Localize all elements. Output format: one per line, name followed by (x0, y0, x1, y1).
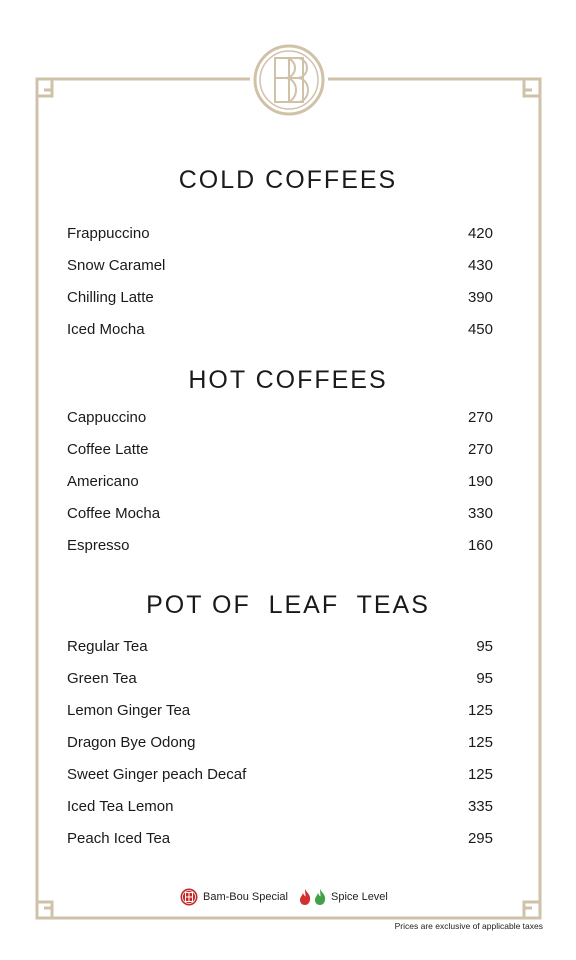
menu-item (67, 670, 493, 687)
item-name: Regular Tea (67, 638, 148, 655)
item-price: 295 (467, 830, 493, 847)
item-name: Americano (67, 473, 139, 490)
item-price: 335 (467, 798, 493, 815)
item-price: 330 (467, 505, 493, 522)
section-title-hot-coffees: HOT COFFEES (188, 366, 388, 394)
bam-bou-logo-icon (253, 44, 325, 116)
flame-green-icon (313, 888, 327, 906)
item-price: 125 (467, 734, 493, 751)
menu-item (67, 537, 493, 554)
item-name: Espresso (67, 537, 130, 554)
item-price: 430 (467, 257, 493, 274)
menu-item (67, 702, 493, 719)
item-price: 270 (467, 409, 493, 426)
menu-item (67, 289, 493, 306)
menu-item (67, 638, 493, 655)
item-name: Coffee Latte (67, 441, 149, 458)
menu-item (67, 766, 493, 783)
item-price: 95 (476, 638, 493, 655)
item-price: 390 (467, 289, 493, 306)
item-name: Chilling Latte (67, 289, 154, 306)
menu-item (67, 409, 493, 426)
item-price: 160 (467, 537, 493, 554)
item-price: 270 (467, 441, 493, 458)
item-name: Coffee Mocha (67, 505, 161, 522)
item-name: Iced Mocha (67, 321, 145, 338)
menu-item (67, 257, 493, 274)
menu-item (67, 505, 493, 522)
menu-item (67, 441, 493, 458)
tax-note: Prices are exclusive of applicable taxes (394, 921, 543, 931)
item-name: Dragon Bye Odong (67, 734, 196, 751)
item-name: Snow Caramel (67, 257, 166, 274)
menu-item (67, 798, 493, 815)
item-price: 420 (467, 225, 493, 242)
legend-special-label: Bam-Bou Special (203, 891, 288, 903)
item-price: 125 (467, 702, 493, 719)
menu-item (67, 734, 493, 751)
menu-item (67, 321, 493, 338)
section-title-leaf-teas: POT OF LEAF TEAS (146, 591, 430, 619)
item-name: Frappuccino (67, 225, 150, 242)
item-name: Cappuccino (67, 409, 147, 426)
item-name: Green Tea (67, 670, 137, 687)
menu-item (67, 225, 493, 242)
flame-red-icon (298, 888, 312, 906)
item-price: 125 (467, 766, 493, 783)
item-price: 450 (467, 321, 493, 338)
legend-spice-label: Spice Level (331, 891, 388, 903)
item-name: Lemon Ginger Tea (67, 702, 191, 719)
bam-bou-special-icon (180, 888, 198, 906)
legend (180, 888, 388, 906)
item-price: 190 (467, 473, 493, 490)
menu-item (67, 473, 493, 490)
section-title-cold-coffees: COLD COFFEES (178, 166, 398, 194)
item-name: Iced Tea Lemon (67, 798, 174, 815)
menu-item (67, 830, 493, 847)
item-name: Peach Iced Tea (67, 830, 171, 847)
item-price: 95 (476, 670, 493, 687)
item-name: Sweet Ginger peach Decaf (67, 766, 247, 783)
